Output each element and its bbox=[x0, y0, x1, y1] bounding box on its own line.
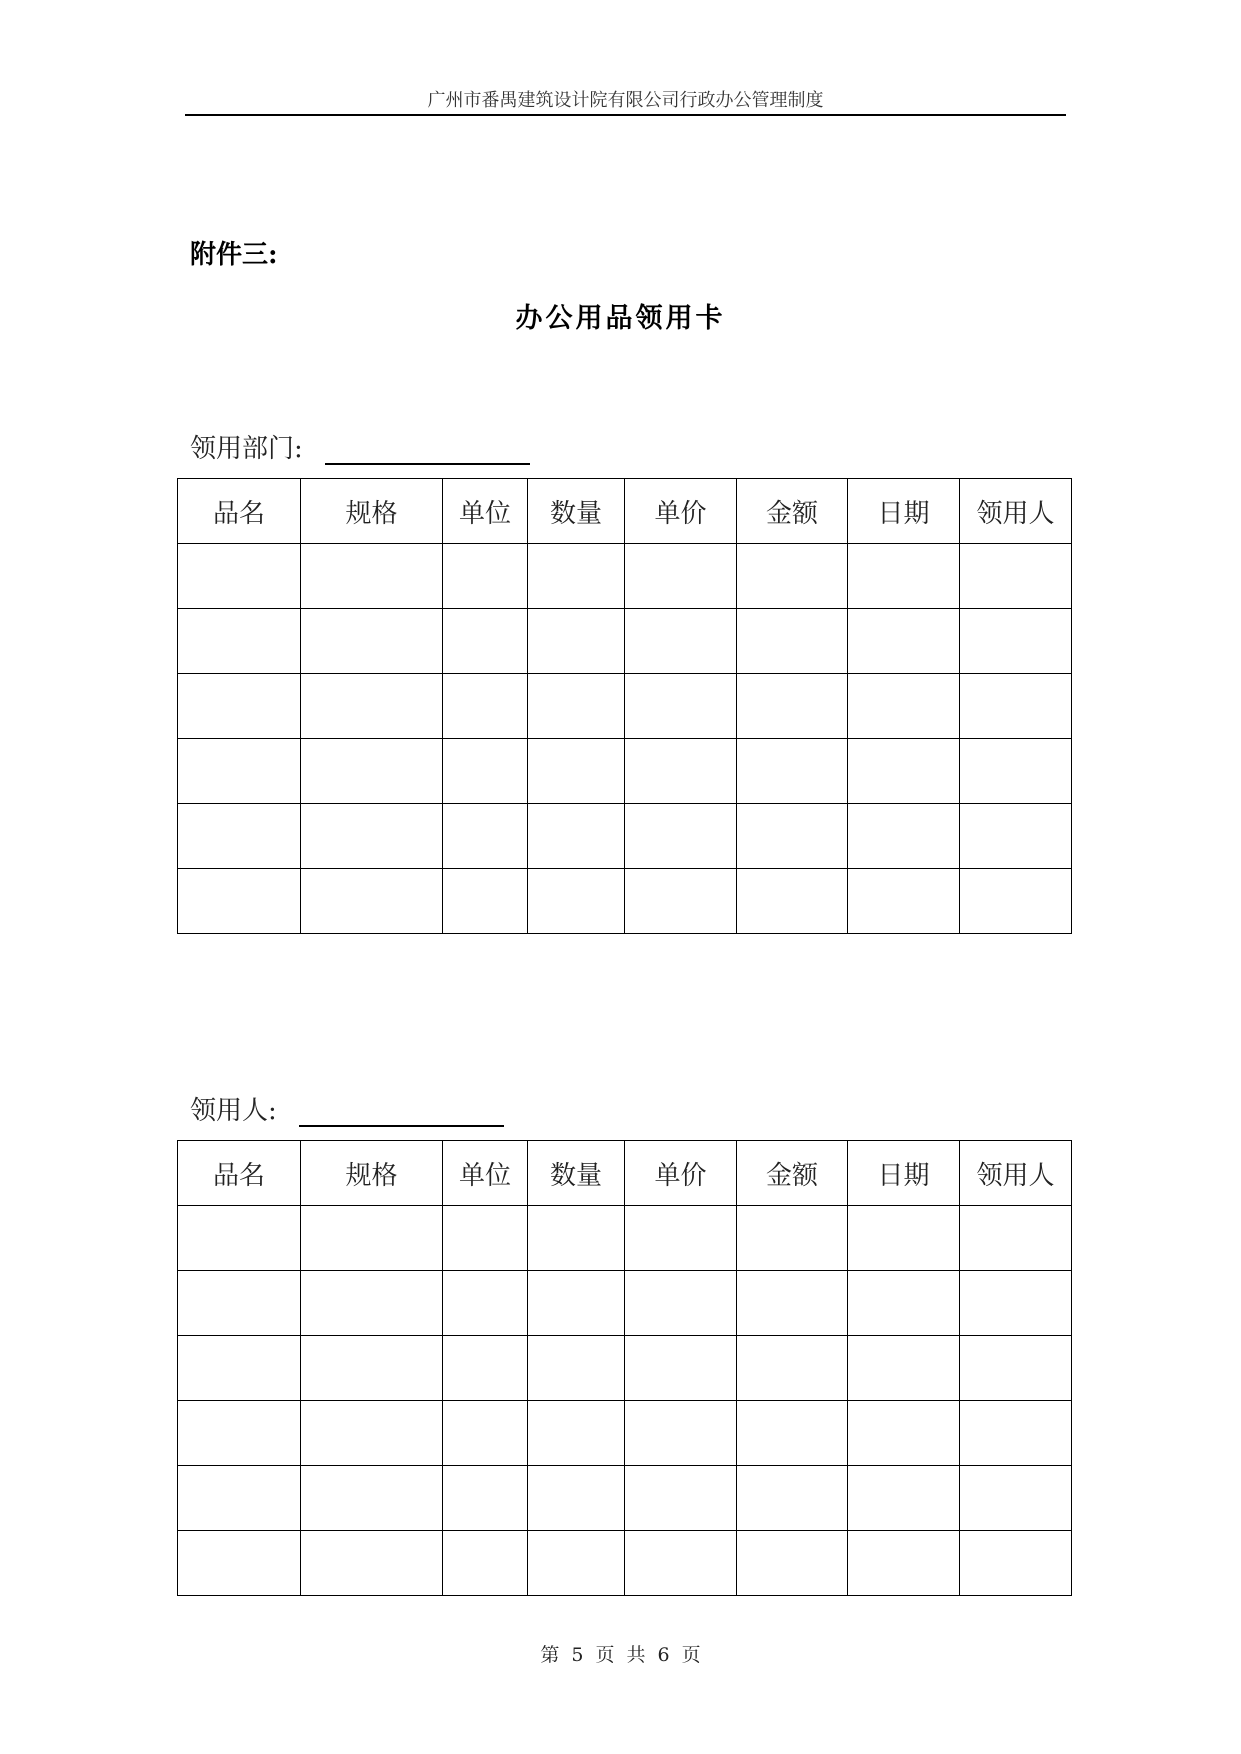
column-header: 金额 bbox=[737, 479, 848, 544]
column-header: 规格 bbox=[301, 1141, 443, 1206]
table-cell[interactable] bbox=[301, 609, 443, 674]
table-cell[interactable] bbox=[178, 804, 301, 869]
table-cell[interactable] bbox=[443, 1466, 528, 1531]
table-cell[interactable] bbox=[443, 674, 528, 739]
table-cell[interactable] bbox=[178, 869, 301, 934]
table-cell[interactable] bbox=[737, 674, 848, 739]
table-cell[interactable] bbox=[848, 674, 960, 739]
table-cell[interactable] bbox=[848, 1336, 960, 1401]
table-cell[interactable] bbox=[178, 609, 301, 674]
table-cell[interactable] bbox=[528, 1336, 625, 1401]
table-cell[interactable] bbox=[960, 609, 1072, 674]
department-field bbox=[190, 428, 530, 465]
column-header: 数量 bbox=[528, 1141, 625, 1206]
running-header: 广州市番禺建筑设计院有限公司行政办公管理制度 bbox=[427, 90, 824, 111]
table-cell[interactable] bbox=[301, 674, 443, 739]
table-cell[interactable] bbox=[443, 609, 528, 674]
table-row bbox=[178, 1466, 1072, 1531]
table-cell[interactable] bbox=[960, 544, 1072, 609]
table-cell[interactable] bbox=[528, 804, 625, 869]
table-cell[interactable] bbox=[737, 1336, 848, 1401]
table-cell[interactable] bbox=[960, 1401, 1072, 1466]
table-cell[interactable] bbox=[443, 544, 528, 609]
table-body bbox=[178, 1206, 1072, 1596]
table-cell[interactable] bbox=[960, 739, 1072, 804]
table-cell[interactable] bbox=[848, 1466, 960, 1531]
table-cell[interactable] bbox=[178, 544, 301, 609]
table-cell[interactable] bbox=[960, 804, 1072, 869]
table-cell[interactable] bbox=[178, 739, 301, 804]
table-cell[interactable] bbox=[301, 544, 443, 609]
table-cell[interactable] bbox=[178, 1271, 301, 1336]
table-cell[interactable] bbox=[737, 1401, 848, 1466]
table-cell[interactable] bbox=[848, 1271, 960, 1336]
table-cell[interactable] bbox=[443, 1401, 528, 1466]
column-header: 领用人 bbox=[960, 479, 1072, 544]
table-cell[interactable] bbox=[848, 609, 960, 674]
table-cell[interactable] bbox=[528, 544, 625, 609]
table-row bbox=[178, 1271, 1072, 1336]
table-row bbox=[178, 739, 1072, 804]
table-cell[interactable] bbox=[625, 1466, 737, 1531]
column-header: 领用人 bbox=[960, 1141, 1072, 1206]
table-cell[interactable] bbox=[625, 804, 737, 869]
page-footer: 第 5 页 共 6 页 bbox=[540, 1644, 701, 1666]
column-header: 金额 bbox=[737, 1141, 848, 1206]
table-cell[interactable] bbox=[301, 1271, 443, 1336]
table-cell[interactable] bbox=[301, 804, 443, 869]
table-cell[interactable] bbox=[301, 1401, 443, 1466]
table-cell[interactable] bbox=[737, 1206, 848, 1271]
table-cell[interactable] bbox=[960, 674, 1072, 739]
table-row bbox=[178, 1336, 1072, 1401]
table-cell[interactable] bbox=[301, 1466, 443, 1531]
table-cell[interactable] bbox=[528, 1206, 625, 1271]
requisition-table-2 bbox=[177, 1140, 1072, 1596]
table-cell[interactable] bbox=[625, 674, 737, 739]
table-cell[interactable] bbox=[848, 804, 960, 869]
table-cell[interactable] bbox=[848, 1531, 960, 1596]
table-cell[interactable] bbox=[528, 739, 625, 804]
table-cell[interactable] bbox=[443, 1206, 528, 1271]
table-cell[interactable] bbox=[737, 1271, 848, 1336]
table-cell[interactable] bbox=[443, 804, 528, 869]
requisition-table-1 bbox=[177, 478, 1072, 934]
table-cell[interactable] bbox=[178, 1336, 301, 1401]
table-cell[interactable] bbox=[625, 1531, 737, 1596]
recipient-blank[interactable] bbox=[299, 1095, 504, 1127]
table-cell[interactable] bbox=[960, 1206, 1072, 1271]
column-header: 单价 bbox=[625, 479, 737, 544]
table-cell[interactable] bbox=[528, 609, 625, 674]
recipient-field bbox=[190, 1090, 504, 1127]
table-cell[interactable] bbox=[848, 869, 960, 934]
column-header: 品名 bbox=[178, 1141, 301, 1206]
column-header: 规格 bbox=[301, 479, 443, 544]
appendix-label: 附件三: bbox=[190, 240, 278, 270]
table-cell[interactable] bbox=[625, 609, 737, 674]
table-cell[interactable] bbox=[848, 1401, 960, 1466]
table-header-row bbox=[178, 479, 1072, 544]
recipient-field-label: 领用人: bbox=[190, 1096, 277, 1126]
table-cell[interactable] bbox=[737, 544, 848, 609]
column-header: 单位 bbox=[443, 479, 528, 544]
table-cell[interactable] bbox=[528, 869, 625, 934]
table-cell[interactable] bbox=[625, 1206, 737, 1271]
table-cell[interactable] bbox=[528, 1271, 625, 1336]
table-cell[interactable] bbox=[625, 1271, 737, 1336]
table-cell[interactable] bbox=[178, 674, 301, 739]
table-cell[interactable] bbox=[960, 869, 1072, 934]
table-cell[interactable] bbox=[625, 544, 737, 609]
table-row bbox=[178, 544, 1072, 609]
table-body bbox=[178, 544, 1072, 934]
table-row bbox=[178, 674, 1072, 739]
table-cell[interactable] bbox=[528, 1466, 625, 1531]
table-row bbox=[178, 1401, 1072, 1466]
table-cell[interactable] bbox=[625, 869, 737, 934]
header-rule bbox=[185, 114, 1066, 116]
table-cell[interactable] bbox=[848, 739, 960, 804]
table-cell[interactable] bbox=[178, 1466, 301, 1531]
table-cell[interactable] bbox=[737, 804, 848, 869]
table-cell[interactable] bbox=[737, 609, 848, 674]
table-header-row bbox=[178, 1141, 1072, 1206]
table-cell[interactable] bbox=[443, 1531, 528, 1596]
column-header: 日期 bbox=[848, 479, 960, 544]
table-cell[interactable] bbox=[178, 1531, 301, 1596]
table-cell[interactable] bbox=[960, 1271, 1072, 1336]
table-row bbox=[178, 1531, 1072, 1596]
table-cell[interactable] bbox=[960, 1336, 1072, 1401]
table-cell[interactable] bbox=[737, 1531, 848, 1596]
table-cell[interactable] bbox=[625, 1336, 737, 1401]
column-header: 日期 bbox=[848, 1141, 960, 1206]
table-row bbox=[178, 869, 1072, 934]
table-cell[interactable] bbox=[848, 1206, 960, 1271]
department-blank[interactable] bbox=[325, 433, 530, 465]
table-cell[interactable] bbox=[301, 869, 443, 934]
table-cell[interactable] bbox=[443, 739, 528, 804]
document-title: 办公用品领用卡 bbox=[515, 303, 726, 334]
table-cell[interactable] bbox=[301, 1336, 443, 1401]
table-cell[interactable] bbox=[960, 1466, 1072, 1531]
table-cell[interactable] bbox=[528, 674, 625, 739]
table-cell[interactable] bbox=[301, 1531, 443, 1596]
column-header: 数量 bbox=[528, 479, 625, 544]
table-cell[interactable] bbox=[960, 1531, 1072, 1596]
table-cell[interactable] bbox=[625, 739, 737, 804]
table-cell[interactable] bbox=[528, 1531, 625, 1596]
department-field-label: 领用部门: bbox=[190, 434, 303, 464]
table-cell[interactable] bbox=[443, 1336, 528, 1401]
table-row bbox=[178, 804, 1072, 869]
table-cell[interactable] bbox=[625, 1401, 737, 1466]
table-row bbox=[178, 1206, 1072, 1271]
column-header: 单位 bbox=[443, 1141, 528, 1206]
table-cell[interactable] bbox=[178, 1401, 301, 1466]
column-header: 品名 bbox=[178, 479, 301, 544]
table-cell[interactable] bbox=[737, 739, 848, 804]
table-cell[interactable] bbox=[443, 869, 528, 934]
table-cell[interactable] bbox=[737, 1466, 848, 1531]
table-cell[interactable] bbox=[848, 544, 960, 609]
table-cell[interactable] bbox=[301, 1206, 443, 1271]
table-cell[interactable] bbox=[528, 1401, 625, 1466]
table-cell[interactable] bbox=[737, 869, 848, 934]
column-header: 单价 bbox=[625, 1141, 737, 1206]
table-cell[interactable] bbox=[443, 1271, 528, 1336]
table-row bbox=[178, 609, 1072, 674]
table-cell[interactable] bbox=[301, 739, 443, 804]
table-cell[interactable] bbox=[178, 1206, 301, 1271]
